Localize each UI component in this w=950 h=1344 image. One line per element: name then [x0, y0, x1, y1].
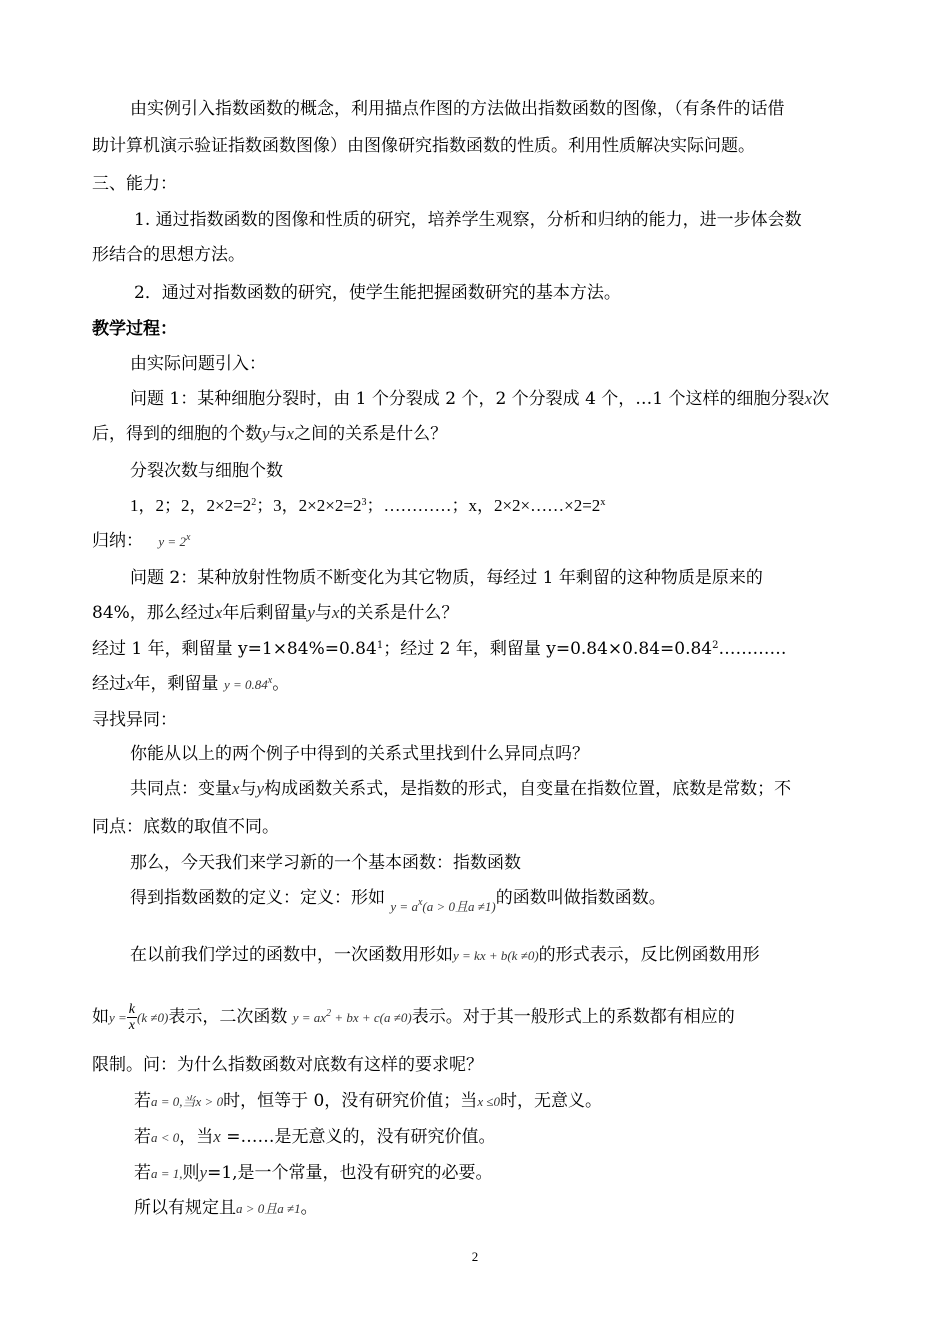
case-a-zero: [134, 1089, 602, 1114]
text: 得到指数函数的定义：定义：形如: [130, 888, 385, 908]
text: 与: [314, 603, 332, 623]
exponent: x: [417, 897, 423, 908]
formula: x ≤0: [477, 1094, 500, 1109]
inverse-condition: (k ≠0): [137, 1010, 169, 1025]
var-x: x: [214, 603, 223, 622]
decay-x-years: [92, 672, 289, 697]
text: 若: [134, 1127, 151, 1147]
seek-heading: 寻找异同：: [92, 710, 177, 730]
exponent: 2: [712, 640, 719, 651]
text: 与: [269, 424, 287, 444]
conclusion-rule: [134, 1196, 318, 1221]
text: 84%，那么经过: [92, 603, 215, 623]
text: =1,是一个常量，也没有研究的必要。: [207, 1163, 493, 1183]
text: ；…………；x，2×2×……×2=2: [366, 496, 601, 515]
var-x: x: [286, 424, 295, 443]
text: 的函数叫做指数函数。: [495, 888, 666, 908]
text: 若: [134, 1091, 151, 1111]
case-a-negative: [134, 1125, 495, 1150]
text: 年后剩留量: [222, 603, 308, 623]
label: 归纳：: [92, 531, 143, 551]
text: …………: [718, 639, 787, 659]
paragraph-method-line2: 助计算机演示验证指数函数图像）由图像研究指数函数的性质。利用性质解决实际问题。: [92, 136, 755, 156]
formula: a = 0,当x > 0: [151, 1094, 224, 1109]
definition-formula: [390, 899, 495, 914]
formula: a = 1,: [151, 1166, 183, 1181]
text: 。: [272, 674, 290, 694]
text: 则: [182, 1163, 200, 1183]
text: 表示，二次函数: [168, 1007, 288, 1027]
formula-condition: (a > 0且a ≠1): [422, 899, 496, 914]
paragraph-method-line1: 由实例引入指数函数的概念，利用描点作图的方法做出指数函数的图像，（有条件的话借: [130, 99, 785, 119]
formula: [158, 534, 190, 549]
split-title: 分裂次数与细胞个数: [130, 461, 283, 481]
ask-line: 你能从以上的两个例子中得到的关系式里找到什么异同点吗？: [130, 744, 589, 764]
text: ，当: [179, 1127, 214, 1147]
intro-line: 由实际问题引入：: [130, 354, 266, 374]
formula: a > 0且a ≠1: [236, 1201, 301, 1216]
var-y: y: [256, 779, 265, 798]
exponent: 3: [361, 497, 367, 508]
formula: a < 0: [151, 1130, 180, 1145]
problem-1-line2: [92, 422, 447, 446]
text: 与: [239, 779, 257, 799]
text: 经过: [92, 674, 126, 694]
previous-functions-line1: [130, 943, 760, 968]
heading-ability: 三、能力：: [92, 174, 177, 194]
case-a-one: [134, 1161, 493, 1186]
today-line: 那么，今天我们来学习新的一个基本函数：指数函数: [130, 853, 521, 873]
denominator: x: [128, 1018, 136, 1033]
problem-2-line1: 问题 2：某种放射性物质不断变化为其它物质，每经过 1 年剩留的这种物质是原来的: [130, 568, 763, 588]
exponent: x: [600, 497, 606, 508]
text: 年，剩留量: [133, 674, 219, 694]
text: 1，2；2，2×2=2: [130, 496, 252, 515]
problem-1-text: 问题 1：某种细胞分裂时，由 1 个分裂成 2 个，2 个分裂成 4 个，…1 个这样的细胞分裂: [130, 389, 805, 409]
text: 所以有规定且: [134, 1198, 236, 1218]
exponent: 2: [251, 497, 257, 508]
decay-years: [92, 637, 787, 661]
different-points: 同点：底数的取值不同。: [92, 817, 279, 837]
formula-base: y = 0.84: [223, 677, 268, 692]
exponent: x: [185, 532, 191, 543]
var-x: x: [804, 389, 813, 408]
text: 共同点：变量: [130, 779, 232, 799]
linear-formula: y = kx + b(k ≠0): [453, 948, 539, 963]
var-y: y: [199, 1163, 208, 1182]
exponent: 2: [326, 1008, 332, 1019]
doubling-sequence: [130, 494, 605, 518]
ability-item-2: 2．通过对指数函数的研究，使学生能把握函数研究的基本方法。: [134, 283, 621, 303]
numerator: k: [128, 1002, 136, 1017]
text: 时，恒等于 0，没有研究价值；当: [223, 1091, 478, 1111]
var-x: x: [126, 674, 134, 693]
limit-question: 限制。问：为什么指数函数对底数有这样的要求呢？: [92, 1055, 483, 1075]
page-number: 2: [471, 1249, 479, 1264]
text: 的关系是什么？: [339, 603, 459, 623]
text: ；经过 2 年，剩留量 y=0.84×0.84=0.84: [383, 639, 713, 659]
formula-base: y = 2: [158, 534, 186, 549]
text: 的形式表示，反比例函数用形: [538, 945, 760, 965]
fraction-k-over-x: [127, 1002, 137, 1033]
var-y: y: [307, 603, 315, 622]
text: ；3，2×2×2=2: [256, 496, 362, 515]
var-x: x: [213, 1127, 221, 1146]
text: 若: [134, 1163, 151, 1183]
ability-item-1-line2: 形结合的思想方法。: [92, 245, 245, 265]
problem-1-text-end: 次: [812, 389, 830, 409]
text: 在以前我们学过的函数中，一次函数用形如: [130, 945, 453, 965]
formula-base: y = ax: [292, 1010, 327, 1025]
exponent: 1: [376, 640, 384, 651]
text: 后，得到的细胞的个数: [92, 424, 262, 444]
conclusion-1: [92, 529, 190, 554]
text: 构成函数关系式，是指数的形式，自变量在指数位置，底数是常数；不: [264, 779, 792, 799]
exponent: x: [267, 675, 273, 686]
problem-1-line1: [130, 387, 829, 411]
formula-base: y = a: [390, 899, 418, 914]
problem-2-line2: [92, 601, 458, 625]
text: =……是无意义的，没有研究价值。: [220, 1127, 496, 1147]
text: 。: [300, 1198, 318, 1218]
ability-item-1-line1: 1. 通过指数函数的图像和性质的研究，培养学生观察，分析和归纳的能力，进一步体会数: [134, 210, 802, 230]
inverse-formula-lhs: y =: [109, 1010, 127, 1025]
previous-functions-line2: [92, 1002, 735, 1033]
text: 表示。对于其一般形式上的系数都有相应的: [411, 1007, 735, 1027]
text: 经过 1 年，剩留量 y=1×84%=0.84: [92, 639, 377, 659]
var-y: y: [262, 424, 270, 443]
definition-line: [130, 886, 666, 914]
var-x: x: [331, 603, 340, 622]
heading-teaching-process: 教学过程：: [92, 319, 177, 339]
formula: [224, 677, 272, 692]
text: 之间的关系是什么？: [294, 424, 448, 444]
formula-rest: + bx + c(a ≠0): [331, 1010, 412, 1025]
quadratic-formula: [293, 1010, 412, 1025]
common-points: [130, 777, 791, 801]
var-x: x: [232, 779, 240, 798]
text: 如: [92, 1007, 109, 1027]
text: 时，无意义。: [499, 1091, 602, 1111]
